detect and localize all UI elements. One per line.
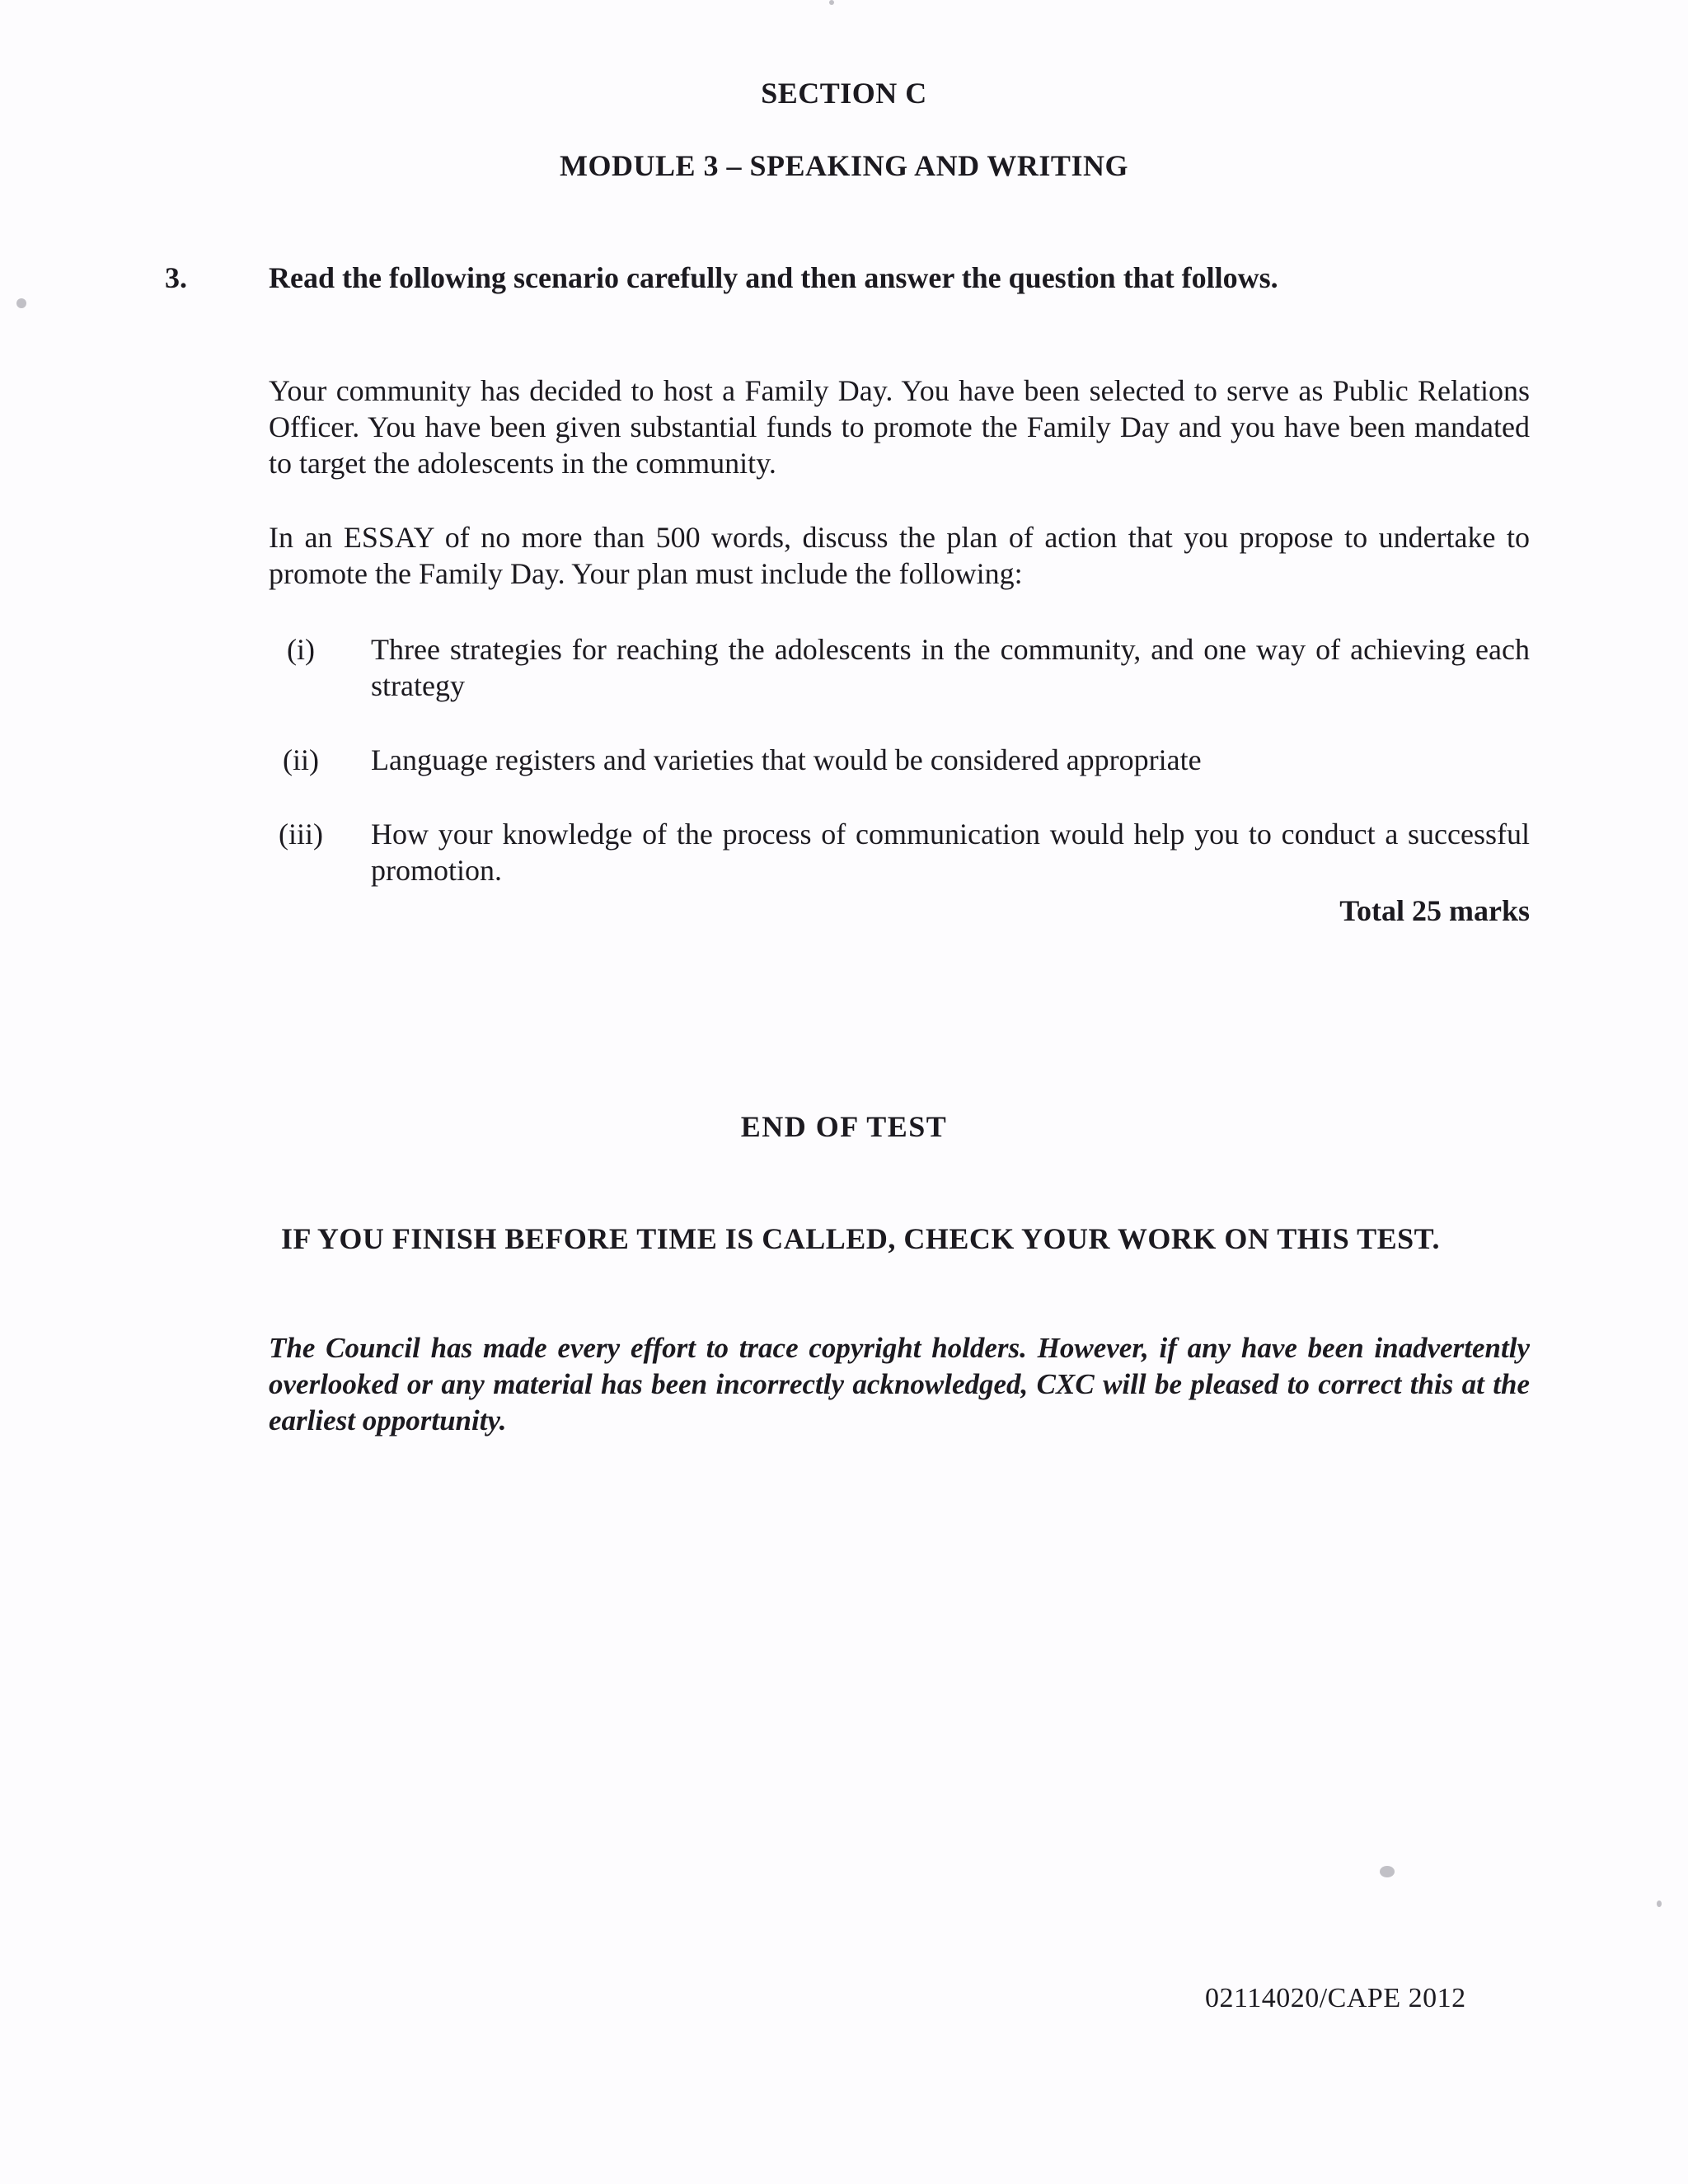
essay-instructions-paragraph: In an ESSAY of no more than 500 words, discuss the plan of action that you propose to undertake to promote the Family Day. Your plan must include the following: xyxy=(269,521,1530,590)
scan-speck xyxy=(1657,1900,1662,1907)
scan-speck xyxy=(16,298,26,308)
list-item-text: Language registers and varieties that would be considered appropriate xyxy=(371,743,1202,776)
list-item-number: (i) xyxy=(287,633,315,666)
check-work-instruction: IF YOU FINISH BEFORE TIME IS CALLED, CHECK YOUR WORK ON THIS TEST. xyxy=(281,1222,1440,1255)
question-prompt: Read the following scenario carefully and then answer the question that follows. xyxy=(269,261,1278,294)
list-item-text: Three strategies for reaching the adolescents in the community, and one way of achieving each strategy xyxy=(371,633,1530,702)
list-item-number: (iii) xyxy=(279,818,323,851)
module-title: MODULE 3 – SPEAKING AND WRITING xyxy=(560,149,1128,182)
total-marks: Total 25 marks xyxy=(1339,894,1530,927)
scenario-paragraph: Your community has decided to host a Family Day. You have been selected to serve as Public Relations Officer. You have been given substantial funds to promote the Family Day and you have been mandated to target the adolescents in the community. xyxy=(269,374,1530,480)
scan-speck xyxy=(1380,1866,1395,1877)
copyright-note: The Council has made every effort to trace copyright holders. However, if any have been inadvertently overlooked or any material has been incorrectly acknowledged, CXC will be pleased to correct this at the earliest opportunity. xyxy=(269,1332,1530,1436)
end-of-test-heading: END OF TEST xyxy=(740,1110,948,1143)
question-number: 3. xyxy=(165,261,187,294)
section-title: SECTION C xyxy=(761,77,927,110)
list-item-number: (ii) xyxy=(283,743,319,776)
paper-code: 02114020/CAPE 2012 xyxy=(1205,1983,1466,2013)
list-item-text: How your knowledge of the process of communication would help you to conduct a successful promotion. xyxy=(371,818,1530,887)
scan-speck xyxy=(829,0,834,5)
